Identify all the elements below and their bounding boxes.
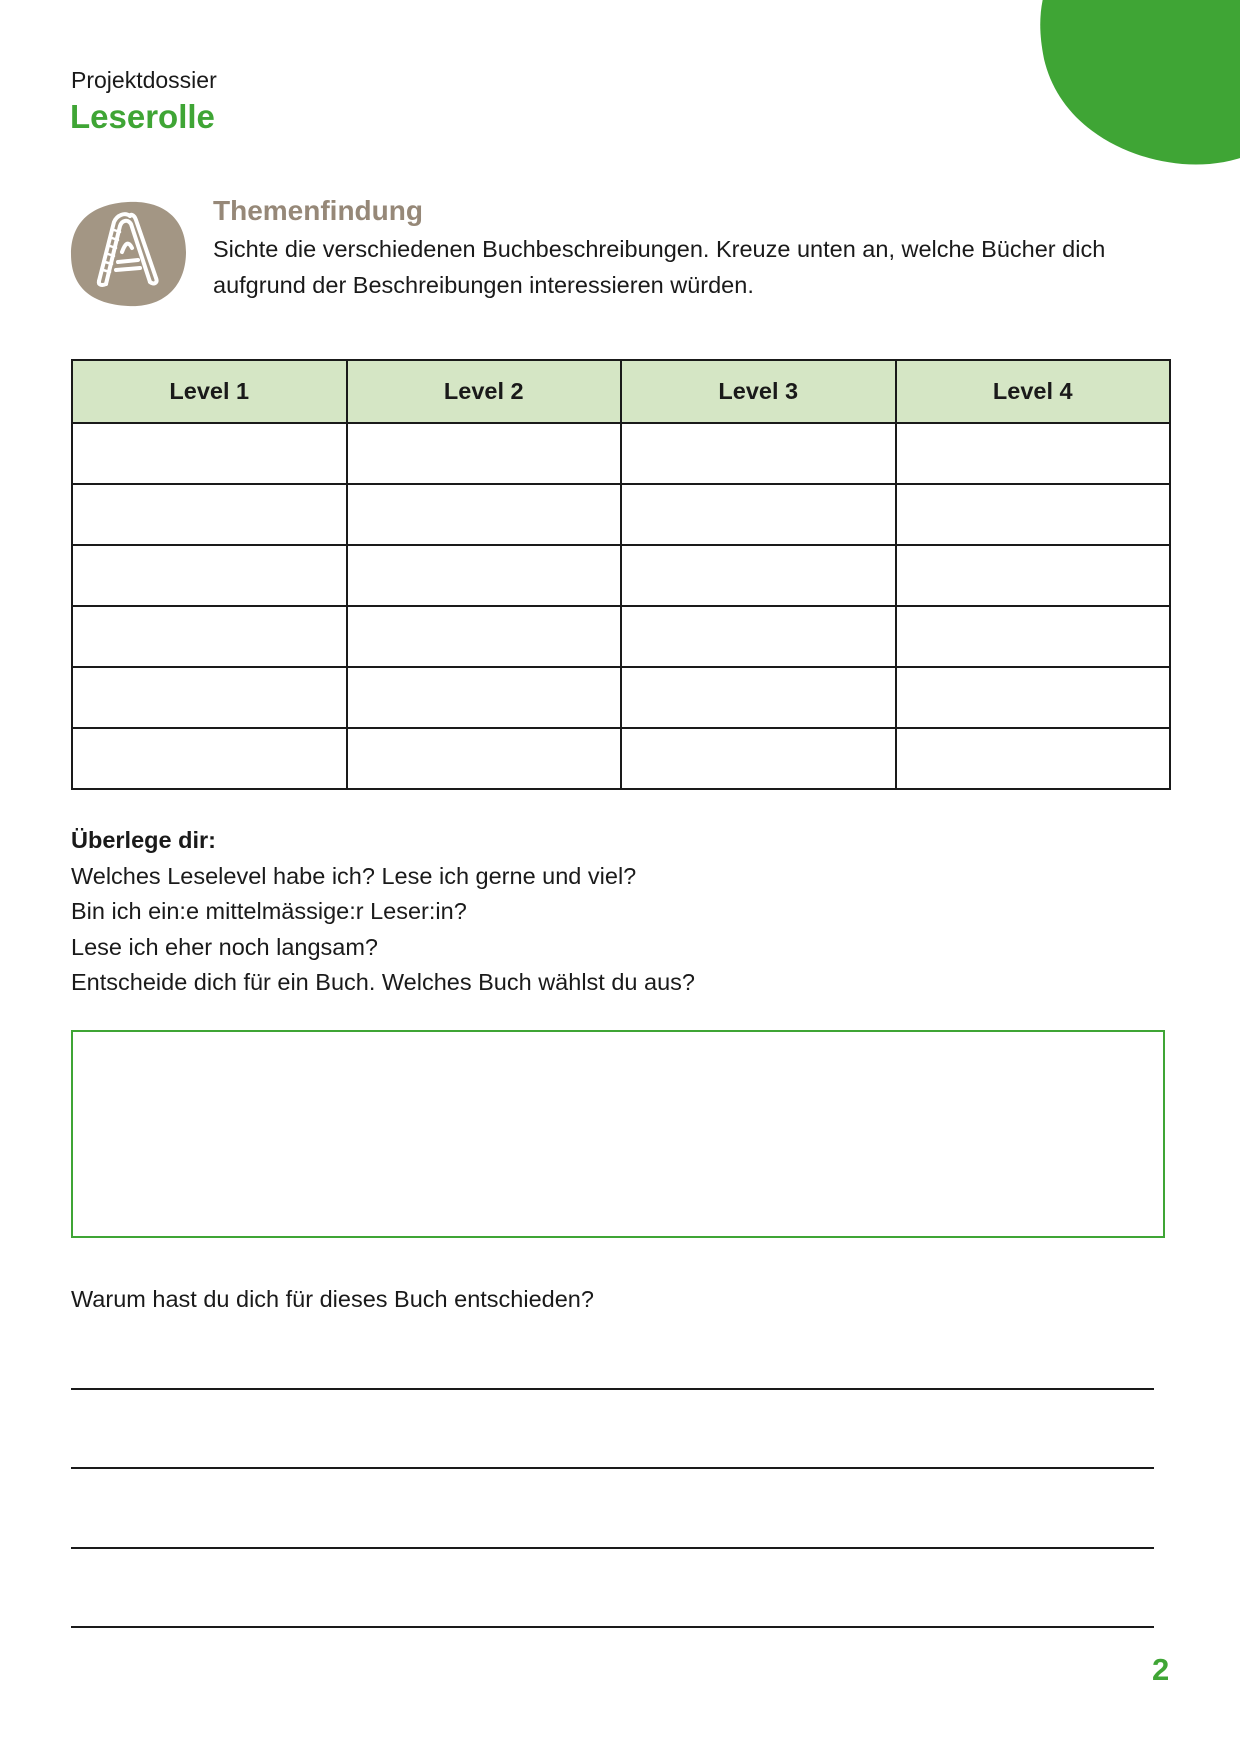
table-cell[interactable] <box>896 667 1171 728</box>
reflection-title: Überlege dir: <box>71 827 216 853</box>
table-row <box>72 728 1170 789</box>
reflection-block <box>71 823 695 1001</box>
table-cell[interactable] <box>347 545 622 606</box>
table-row <box>72 667 1170 728</box>
table-cell[interactable] <box>621 667 896 728</box>
table-row <box>72 606 1170 667</box>
table-cell[interactable] <box>347 484 622 545</box>
book-choice-answer-box[interactable] <box>71 1030 1165 1238</box>
answer-line[interactable] <box>71 1388 1154 1390</box>
table-cell[interactable] <box>896 423 1171 484</box>
corner-decoration <box>1036 0 1240 170</box>
table-cell[interactable] <box>896 728 1171 789</box>
letter-a-icon <box>70 200 187 308</box>
table-cell[interactable] <box>72 667 347 728</box>
table-cell[interactable] <box>72 606 347 667</box>
table-cell[interactable] <box>621 423 896 484</box>
document-title: Leserolle <box>70 98 215 135</box>
reflection-question: Welches Leselevel habe ich? Lese ich gerne und viel? <box>71 862 637 889</box>
table-cell[interactable] <box>896 606 1171 667</box>
table-cell[interactable] <box>896 484 1171 545</box>
answer-line[interactable] <box>71 1626 1154 1628</box>
reflection-question: Lese ich eher noch langsam? <box>71 933 379 960</box>
table-cell[interactable] <box>72 545 347 606</box>
table-cell[interactable] <box>621 484 896 545</box>
table-cell[interactable] <box>72 423 347 484</box>
why-question: Warum hast du dich für dieses Buch entschieden? <box>71 1286 594 1312</box>
table-cell[interactable] <box>72 728 347 789</box>
page-number: 2 <box>1152 1652 1170 1687</box>
table-cell[interactable] <box>621 728 896 789</box>
table-row <box>72 484 1170 545</box>
answer-line[interactable] <box>71 1467 1154 1469</box>
table-cell[interactable] <box>896 545 1171 606</box>
reflection-question: Entscheide dich für ein Buch. Welches Buch wählst du aus? <box>71 969 695 995</box>
column-header-level-4: Level 4 <box>896 360 1171 423</box>
task-heading: Themenfindung <box>213 195 423 226</box>
column-header-level-1: Level 1 <box>72 360 347 423</box>
column-header-level-3: Level 3 <box>621 360 896 423</box>
table-row <box>72 545 1170 606</box>
table-cell[interactable] <box>621 545 896 606</box>
table-header-row <box>72 360 1170 423</box>
column-header-level-2: Level 2 <box>347 360 622 423</box>
reflection-question: Bin ich ein:e mittelmässige:r Leser:in? <box>71 898 467 924</box>
answer-line[interactable] <box>71 1547 1154 1549</box>
table-cell[interactable] <box>72 484 347 545</box>
table-row <box>72 423 1170 484</box>
table-cell[interactable] <box>621 606 896 667</box>
table-cell[interactable] <box>347 667 622 728</box>
table-cell[interactable] <box>347 606 622 667</box>
task-instruction: Sichte die verschiedenen Buchbeschreibungen. Kreuze unten an, welche Bücher dich aufgrund der Beschreibungen interessieren würden. <box>213 236 1106 298</box>
document-kicker: Projektdossier <box>71 67 217 93</box>
table-cell[interactable] <box>347 423 622 484</box>
table-cell[interactable] <box>347 728 622 789</box>
level-table <box>71 359 1171 790</box>
